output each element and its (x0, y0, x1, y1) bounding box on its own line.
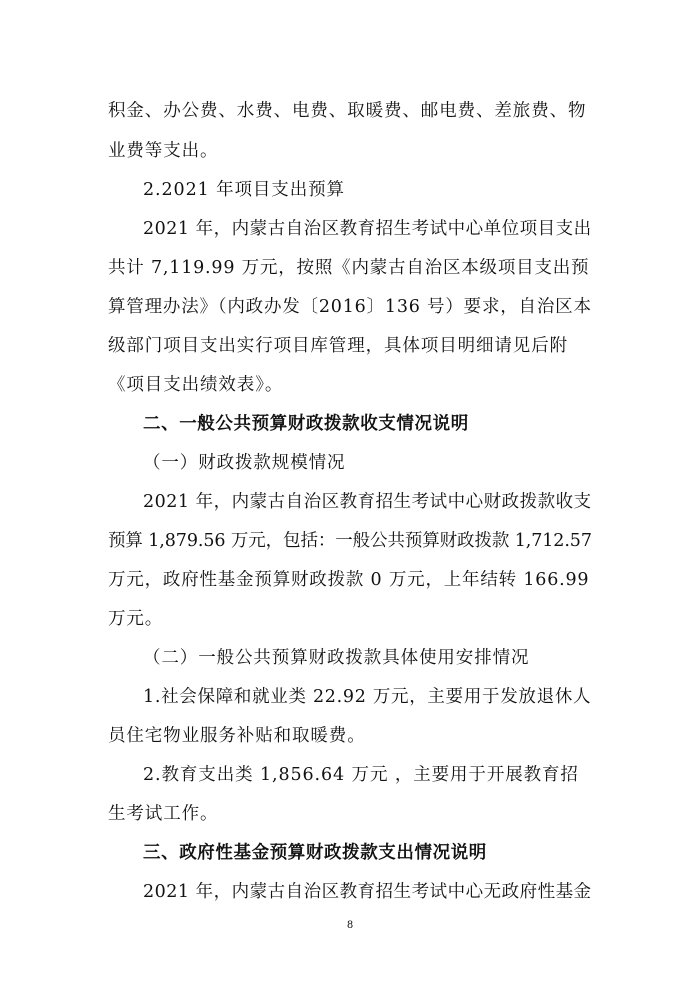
subheading-project-budget: 2.2021 年项目支出预算 (143, 180, 345, 200)
section-heading-3: 三、政府性基金预算财政拨款支出情况说明 (143, 843, 487, 863)
body-line: 2021 年，内蒙古自治区教育招生考试中心财政拨款收支 (143, 492, 592, 512)
body-line: 预算 1,879.56 万元，包括：一般公共预算财政拨款 1,712.57 (108, 531, 592, 551)
body-line: 《项目支出绩效表》。 (108, 375, 284, 395)
body-line: 员住宅物业服务补贴和取暖费。 (108, 726, 366, 746)
body-line: 共计 7,119.99 万元，按照《内蒙古自治区本级项目支出预 (108, 258, 590, 278)
body-line: 级部门项目支出实行项目库管理，具体项目明细请见后附 (108, 336, 568, 356)
section-heading-2: 二、一般公共预算财政拨款收支情况说明 (143, 414, 469, 434)
subheading-scale: （一）财政拨款规模情况 (143, 453, 346, 473)
subheading-usage: （二）一般公共预算财政拨款具体使用安排情况 (143, 648, 530, 668)
body-line: 生考试工作。 (108, 804, 219, 824)
page-number: 8 (346, 920, 354, 931)
body-line: 业费等支出。 (108, 141, 219, 161)
body-line: 2.教育支出类 1,856.64 万元 ，主要用于开展教育招 (143, 765, 579, 785)
body-line: 2021 年，内蒙古自治区教育招生考试中心无政府性基金 (143, 882, 592, 902)
body-line: 算管理办法》（内政办发〔2016〕136 号）要求，自治区本 (108, 297, 592, 317)
body-line: 万元，政府性基金预算财政拨款 0 万元，上年结转 166.99 (108, 570, 590, 590)
body-line: 2021 年，内蒙古自治区教育招生考试中心单位项目支出 (143, 219, 592, 239)
body-line: 万元。 (108, 609, 164, 629)
body-line: 1.社会保障和就业类 22.92 万元，主要用于发放退休人 (143, 687, 592, 707)
body-line: 积金、办公费、水费、电费、取暖费、邮电费、差旅费、物 (108, 101, 587, 121)
